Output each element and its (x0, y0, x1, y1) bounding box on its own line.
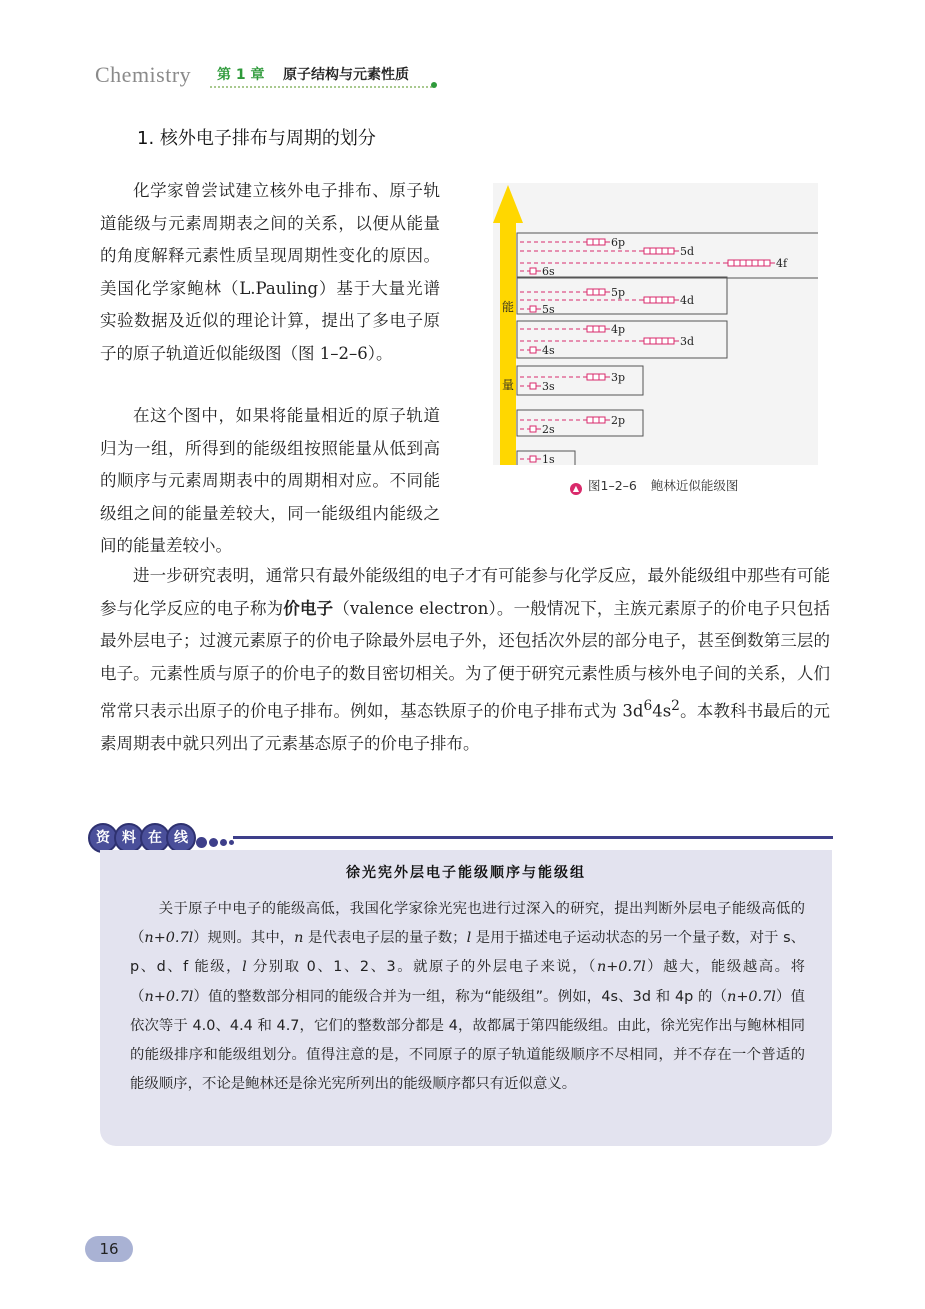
orbital-box (587, 239, 593, 245)
orbital-box (530, 456, 536, 462)
info-text-6: ）越大，能级越高。将（ (130, 959, 805, 1005)
info-text-4: 是用于描述电子运动状态的另一个量子数，对于 s、p、d、f 能级， (130, 930, 805, 976)
orbital-box (587, 326, 593, 332)
caption-number: 图1–2–6 (588, 478, 637, 493)
arrow-label-energy-2: 量 (501, 378, 515, 392)
info-text-8: ）值依次等于 4.0、4.4 和 4.7，它们的整数部分都是 4，故都属于第四能级组。由此，徐光宪作出与鲍林相同的能级排序和能级组划分。值得注意的是，不同原子的原子轨道能级顺序不尽相同，并不存在一个普适的能级顺序，不论是鲍林还是徐光宪所列出的能级顺序都只有近似意义。 (130, 988, 805, 1093)
orbital-box (530, 426, 536, 432)
orbital-box (593, 326, 599, 332)
info-text-3: 是代表电子层的量子数； (303, 930, 467, 947)
orbital-box (662, 248, 668, 254)
info-text-2: ）规则。其中， (193, 930, 295, 947)
formula-n07l: n+0.7l (144, 930, 194, 947)
paragraph-2: 在这个图中，如果将能量相近的原子轨道归为一组，所得到的能级组按照能量从低到高的顺序与元素周期表中的周期相对应。不同能级组之间的能量差较大，同一能级组内能级之间的能量差较小。 (100, 406, 440, 555)
orbital-level-label: 4f (776, 257, 788, 270)
orbital-box (764, 260, 770, 266)
arrow-label-energy-1: 能 (501, 300, 515, 314)
badge-char-1: 资 (88, 823, 118, 853)
header-divider (210, 86, 432, 88)
orbital-level-label: 5d (680, 245, 695, 258)
symbol-l: l (466, 930, 472, 947)
orbital-level-label: 3s (542, 380, 555, 393)
header-dot (431, 82, 437, 88)
figure-caption (570, 476, 738, 495)
superscript-6: 6 (643, 698, 653, 714)
orbital-box (599, 239, 605, 245)
paragraph-3 (100, 560, 830, 761)
orbital-level-label: 4s (542, 344, 555, 357)
orbital-box (644, 338, 650, 344)
orbital-box (728, 260, 734, 266)
energy-level-svg (493, 183, 818, 465)
level-group-box (517, 233, 818, 278)
page-header (95, 60, 440, 88)
orbital-box (650, 248, 656, 254)
orbital-box (656, 248, 662, 254)
energy-arrow (493, 185, 523, 465)
formula-n07l: n+0.7l (144, 988, 194, 1005)
orbital-box (587, 289, 593, 295)
orbital-box (644, 248, 650, 254)
orbital-box (668, 297, 674, 303)
orbital-box (662, 338, 668, 344)
paragraph-1: 化学家曾尝试建立核外电子排布、原子轨道能级与元素周期表之间的关系，以便从能量的角度解释元素性质呈现周期性变化的原因。美国化学家鲍林（L.Pauling）基于大量光谱实验数据及近似的理论计算，提出了多电子原子的原子轨道近似能级图（图 1–2–6）。 (100, 181, 440, 363)
paragraph-3-text-b: （valence electron）。一般情况下，主族元素原子的价电子只包括最外层电子；过渡元素原子的价电子除最外层电子外，还包括次外层的部分电子，甚至倒数第三层的电子。元素性质与原子的价电子的数目密切相关。为了便于研究元素性质与核外电子间的关系，人们常常只表示出原子的价电子排布。例如，基态铁原子的价电子排布式为 3d (100, 598, 830, 721)
paragraph-3-text-a: 进一步研究表明，通常只有最外能级组的电子才有可能参与化学反应，最外能级组中那些有可能参与化学反应的电子称为 (100, 566, 830, 618)
book-title: Chemistry (95, 62, 192, 87)
orbital-box (593, 289, 599, 295)
badge-char-4: 线 (166, 823, 196, 853)
orbital-box (734, 260, 740, 266)
triangle-icon: ▲ (570, 483, 582, 495)
orbital-box (593, 239, 599, 245)
orbital-box (593, 374, 599, 380)
orbital-box (656, 297, 662, 303)
orbital-box (650, 338, 656, 344)
header-dots (196, 832, 236, 851)
orbital-box (530, 347, 536, 353)
term-valence-electron: 价电子 (283, 598, 334, 618)
orbital-box (668, 248, 674, 254)
orbital-box (530, 268, 536, 274)
orbital-box (530, 383, 536, 389)
orbital-level-label: 5s (542, 303, 555, 316)
orbital-box (593, 417, 599, 423)
orbital-level-label: 4p (611, 323, 626, 336)
orbital-level-label: 3p (611, 371, 626, 384)
orbital-level-label: 5p (611, 286, 626, 299)
orbital-box (599, 374, 605, 380)
orbital-level-label: 4d (680, 294, 695, 307)
orbital-level-label: 2p (611, 414, 626, 427)
orbital-box (644, 297, 650, 303)
info-box (100, 850, 832, 1146)
orbital-level-label: 6p (611, 236, 626, 249)
paragraph-3-text-c: 4s (652, 701, 672, 721)
orbital-box (758, 260, 764, 266)
orbital-box (752, 260, 758, 266)
orbital-box (740, 260, 746, 266)
page-number: 16 (85, 1236, 133, 1262)
orbital-level-label: 2s (542, 423, 555, 436)
orbital-box (656, 338, 662, 344)
orbital-box (746, 260, 752, 266)
info-text-7: ）值的整数部分相同的能级合并为一组，称为“能级组”。例如，4s、3d 和 4p 的（ (193, 988, 728, 1005)
section-heading: 1. 核外电子排布与周期的划分 (137, 128, 376, 149)
orbital-level-label: 1s (542, 453, 555, 465)
info-paragraph (130, 895, 805, 1099)
energy-level-groups (517, 233, 818, 465)
info-text-1: 关于原子中电子的能级高低，我国化学家徐光宪也进行过深入的研究，提出判断外层电子能级高低的（ (130, 901, 805, 947)
orbital-box (599, 326, 605, 332)
superscript-2: 2 (671, 698, 680, 714)
chapter-number: 第 1 章 (217, 67, 265, 83)
chapter-title: 原子结构与元素性质 (283, 67, 409, 83)
badge-char-2: 料 (114, 823, 144, 853)
orbital-box (662, 297, 668, 303)
formula-n07l: n+0.7l (596, 959, 646, 976)
orbital-level-label: 6s (542, 265, 555, 278)
formula-n07l: n+0.7l (727, 988, 776, 1005)
orbital-box (587, 374, 593, 380)
info-header-line (233, 836, 833, 839)
orbital-box (530, 306, 536, 312)
energy-level-diagram (493, 183, 818, 465)
symbol-n: n (294, 930, 304, 947)
info-online-header (88, 823, 833, 853)
symbol-l: l (242, 959, 247, 976)
orbital-level-label: 3d (680, 335, 695, 348)
caption-title: 鲍林近似能级图 (650, 478, 739, 493)
badge-char-3: 在 (140, 823, 170, 853)
orbital-box (650, 297, 656, 303)
orbital-box (599, 289, 605, 295)
info-title: 徐光宪外层电子能级顺序与能级组 (346, 865, 586, 881)
orbital-box (587, 417, 593, 423)
paragraph-3-text-d: 。本教科书最后的元素周期表中就只列出了元素基态原子的价电子排布。 (100, 701, 831, 753)
orbital-box (599, 417, 605, 423)
orbital-box (668, 338, 674, 344)
info-text-5: 分别取 0、1、2、3。就原子的外层电子来说，（ (246, 959, 597, 976)
